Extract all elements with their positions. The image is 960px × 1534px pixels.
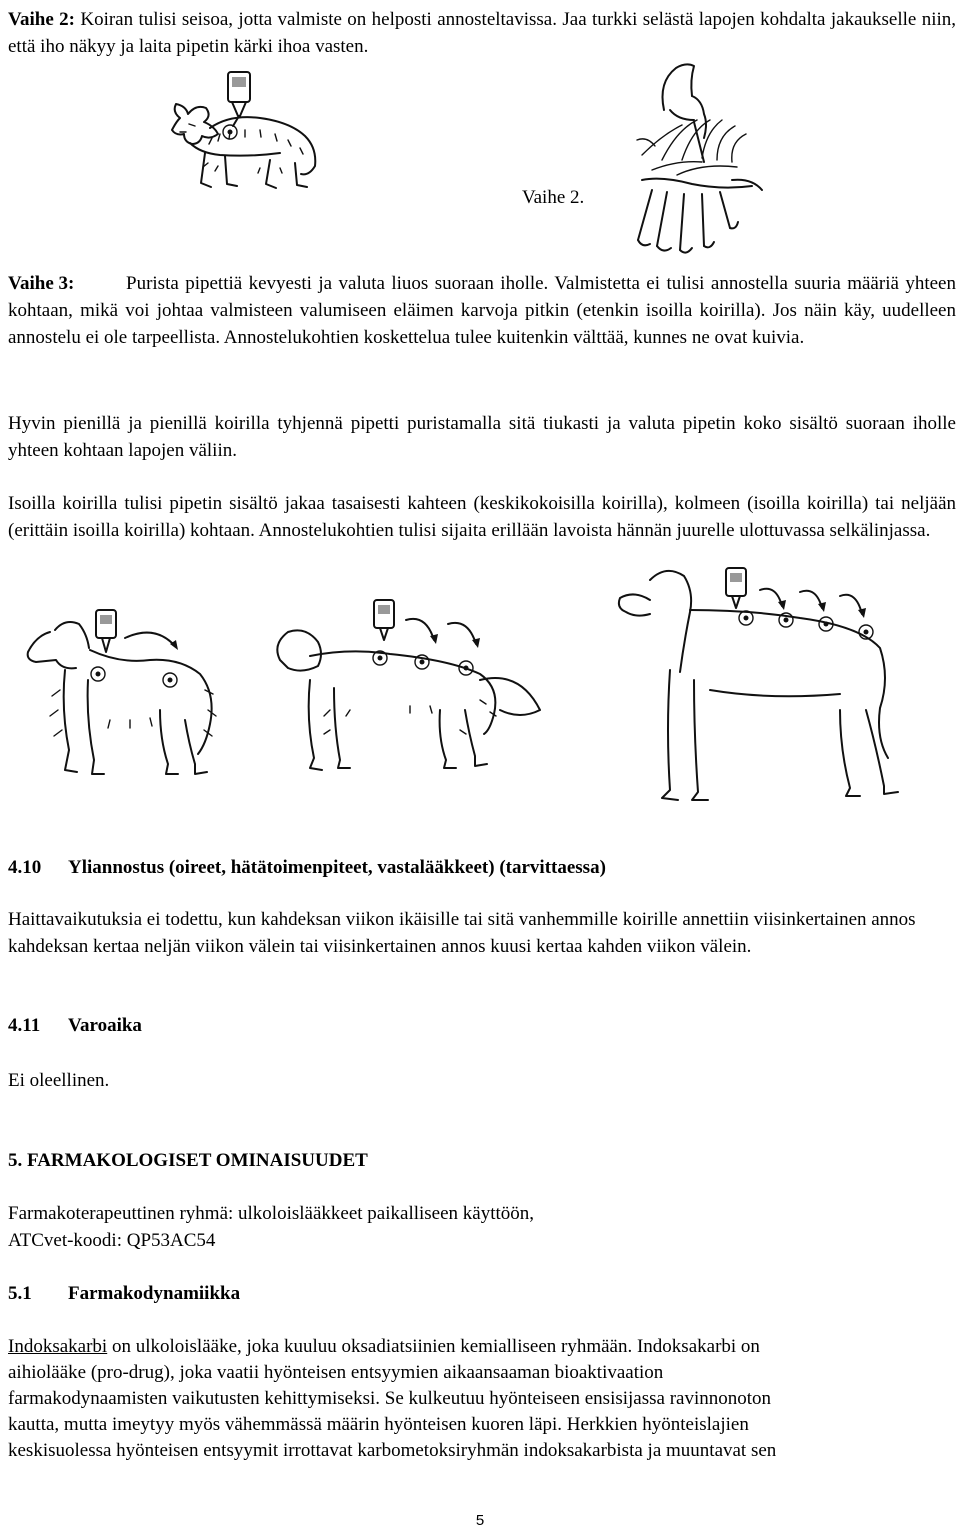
- step3-label: Vaihe 3:: [8, 273, 75, 294]
- application-points-illustration: [10, 560, 940, 830]
- section-4-10-number: 4.10: [8, 857, 42, 878]
- pharmacodynamics-line-3: farmakodynaamisten vaikutusten kehittymiseksi. Se kulkeutuu hyönteiseen ensisijassa ravinnonoton: [8, 1388, 772, 1409]
- section-5-1-number: 5.1: [8, 1283, 32, 1304]
- section-4-11-number: 4.11: [8, 1015, 41, 1036]
- section-5-1-text: [8, 1334, 956, 1464]
- pharmacodynamics-line-2: aihiolääke (pro-drug), joka vaatii hyönteisen entsyymien aikaansaaman bioaktivaation: [8, 1362, 664, 1383]
- large-dogs-paragraph: Isoilla koirilla tulisi pipetin sisältö jakaa tasaisesti kahteen (keskikokoisilla koirilla), kolmeen (isoilla koirilla) tai neljään (erittäin isoilla koirilla) kohtaan. Annostelukohtien tulisi sijaita erillään lavoista hännän juurelle ulottuvassa selkälinjassa.: [8, 493, 956, 541]
- section-5-1-heading: [8, 1280, 240, 1307]
- pharmacotherapeutic-group-line: Farmakoterapeuttinen ryhmä: ulkoloislääkkeet paikalliseen käyttöön,: [8, 1203, 535, 1224]
- indoxacarb-term: Indoksakarbi: [8, 1336, 108, 1357]
- medium-dog-figure: [28, 610, 216, 774]
- step2-caption: Vaihe 2.: [522, 187, 585, 208]
- step2-paragraph: [8, 6, 956, 60]
- step2-text: Koiran tulisi seisoa, jotta valmiste on helposti annosteltavissa. Jaa turkki selästä lapojen kohdalta jakaukselle niin, että iho näkyy ja laita pipetin kärki ihoa vasten.: [8, 9, 957, 57]
- section-4-11-heading: [8, 1012, 142, 1039]
- very-large-dog-figure: [619, 568, 898, 800]
- section-4-11-text: Ei oleellinen.: [8, 1070, 110, 1091]
- atc-code-line: ATCvet-koodi: QP53AC54: [8, 1230, 216, 1251]
- step3-text: Purista pipettiä kevyesti ja valuta liuos suoraan iholle. Valmistetta ei tulisi annostella suuria määriä yhteen kohtaan, mikä voi johtaa valmisteen valumiseen eläimen karvoja pitkin (etenkin isoilla koirilla). Jos näin käy, uudelleen annostelu ei ole tarpeellista. Annostelukohtien koskettelua tulee kuitenkin välttää, kunnes ne ovat kuivia.: [8, 273, 956, 348]
- section-4-11-title: Varoaika: [68, 1015, 142, 1036]
- section-5-heading: 5. FARMAKOLOGISET OMINAISUUDET: [8, 1150, 368, 1171]
- terrier-illustration: [150, 68, 335, 208]
- section-5-group-text: [8, 1200, 956, 1254]
- pharmacodynamics-line-1: on ulkoloislääke, joka kuuluu oksadiatsiinien kemialliseen ryhmään. Indoksakarbi on: [107, 1336, 760, 1357]
- section-4-10-heading: [8, 854, 606, 881]
- large-dog-figure: [277, 600, 540, 770]
- small-dogs-paragraph: Hyvin pienillä ja pienillä koirilla tyhjennä pipetti puristamalla sitä tiukasti ja valuta pipetin koko sisältö suoraan iholle yhteen kohtaan lapojen väliin.: [8, 413, 956, 461]
- section-4-10-text: Haittavaikutuksia ei todettu, kun kahdeksan viikon ikäisille tai sitä vanhemmille koirille annettiin viisinkertainen annos kahdeksan kertaa neljän viikon välein tai viisinkertainen annos kuusi kertaa kahden viikon välein.: [8, 909, 916, 957]
- step3-paragraph: [8, 270, 956, 351]
- page-number: 5: [475, 1512, 485, 1529]
- section-4-10-title: Yliannostus (oireet, hätätoimenpiteet, vastalääkkeet) (tarvittaessa): [68, 857, 606, 878]
- pharmacodynamics-line-4: kautta, mutta imeytyy myös vähemmässä määrin hyönteisen kuoren läpi. Herkkien hyönteislajien: [8, 1414, 749, 1435]
- pharmacodynamics-line-5: keskisuolessa hyönteisen entsyymit irrottavat karbometoksiryhmän indoksakarbista ja muuntavat sen: [8, 1440, 777, 1461]
- step2-label: Vaihe 2:: [8, 9, 75, 30]
- section-5-1-title: Farmakodynamiikka: [68, 1283, 241, 1304]
- parting-fur-illustration: [622, 60, 772, 260]
